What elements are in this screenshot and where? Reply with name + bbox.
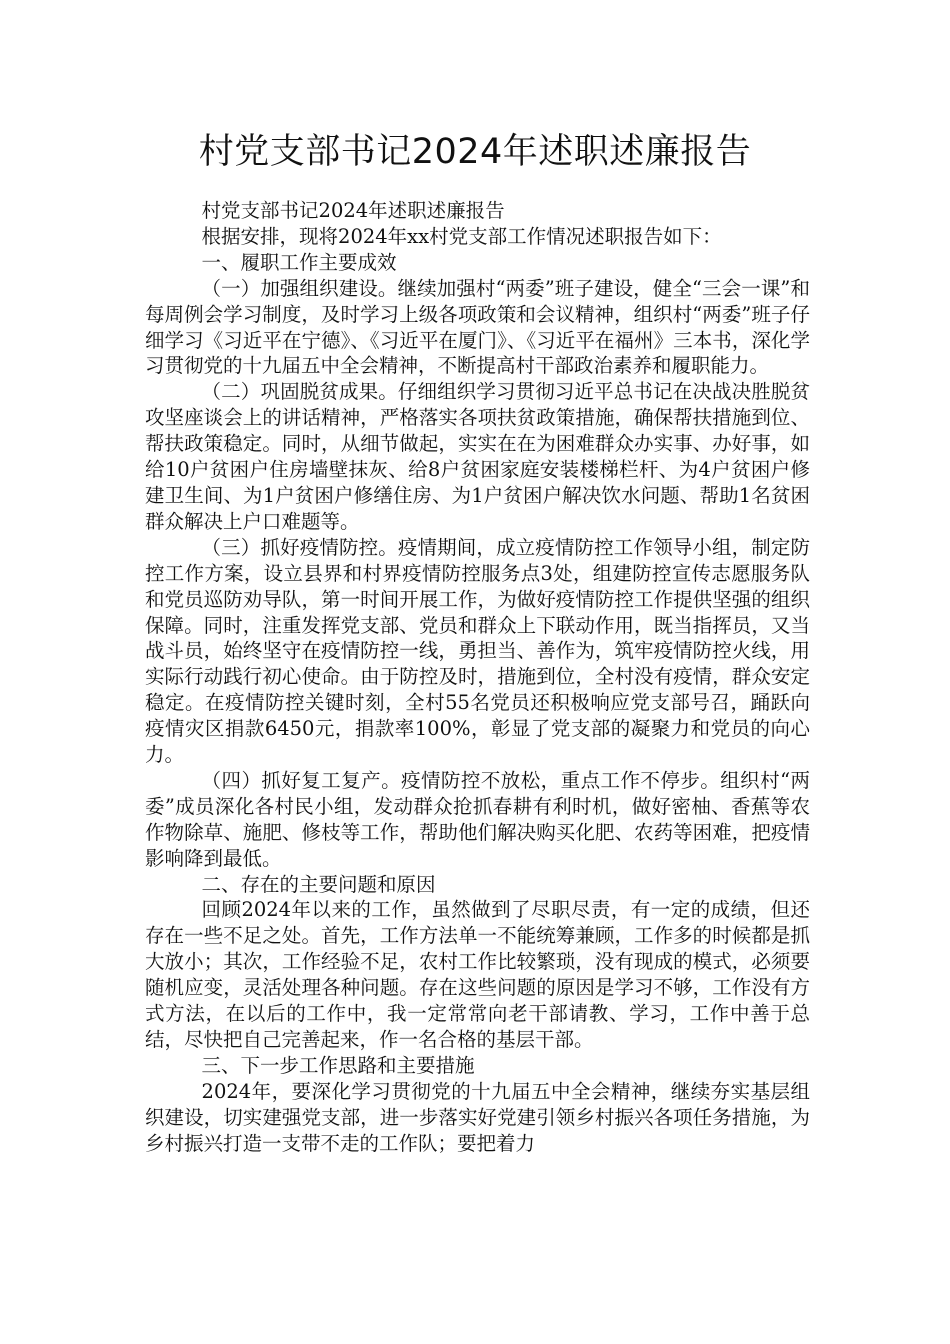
- document-title: 村党支部书记2024年述职述廉报告: [198, 132, 752, 172]
- paragraph-resumption: （四）抓好复工复产。疫情防控不放松，重点工作不停步。组织村“两委”成员深化各村民小组，发动群众抢抓春耕有利时机，做好密柚、香蕉等农作物除草、施肥、修枝等工作，帮助他们解决购买化肥、农药等困难，把疫情影响降到最低。: [145, 768, 810, 870]
- paragraph-poverty: （二）巩固脱贫成果。仔细组织学习贯彻习近平总书记在决战决胜脱贫攻坚座谈会上的讲话精神，严格落实各项扶贫政策措施，确保帮扶措施到位、帮扶政策稳定。同时，从细节做起，实实在在为困难群众办实事、办好事，如给10户贫困户住房墙壁抹灰、给8户贫困家庭安装楼梯栏杆、为4户贫困户修建卫生间、为1户贫困户修缮住房、为1户贫困户解决饮水问题、帮助1名贫困群众解决上户口难题等。: [145, 380, 810, 533]
- document-body: [145, 198, 810, 1157]
- section-heading-next-steps: 三、下一步工作思路和主要措施: [201, 1053, 475, 1077]
- paragraph-heading-repeat: 村党支部书记2024年述职述廉报告: [201, 199, 505, 222]
- section-heading-problems: 二、存在的主要问题和原因: [201, 872, 436, 896]
- paragraph-next-steps: 2024年，要深化学习贯彻党的十九届五中全会精神，继续夯实基层组织建设，切实建强党支部，进一步落实好党建引领乡村振兴各项任务措施，为乡村振兴打造一支带不走的工作队；要把着力: [145, 1079, 810, 1155]
- paragraph-organization: （一）加强组织建设。继续加强村“两委”班子建设，健全“三会一课”和每周例会学习制度，及时学习上级各项政策和会议精神，组织村“两委”班子仔细学习《习近平在宁德》、《习近平在厦门》、《习近平在福州》三本书，深化学习贯彻党的十九届五中全会精神，不断提高村干部政治素养和履职能力。: [145, 276, 810, 378]
- section-heading-achievements: 一、履职工作主要成效: [201, 250, 397, 274]
- paragraph-epidemic: （三）抓好疫情防控。疫情期间，成立疫情防控工作领导小组，制定防控工作方案，设立县界和村界疫情防控服务点3处，组建防控宣传志愿服务队和党员巡防劝导队，第一时间开展工作，为做好疫情防控工作提供坚强的组织保障。同时，注重发挥党支部、党员和群众上下联动作用，既当指挥员，又当战斗员，始终坚守在疫情防控一线，勇担当、善作为，筑牢疫情防控火线，用实际行动践行初心使命。由于防控及时，措施到位，全村没有疫情，群众安定稳定。在疫情防控关键时刻，全村55名党员还积极响应党支部号召，踊跃向疫情灾区捐款6450元，捐款率100%，彰显了党支部的凝聚力和党员的向心力。: [145, 535, 810, 767]
- paragraph-intro: 根据安排，现将2024年xx村党支部工作情况述职报告如下：: [201, 224, 722, 248]
- paragraph-problems: 回顾2024年以来的工作，虽然做到了尽职尽责，有一定的成绩，但还存在一些不足之处。首先，工作方法单一不能统筹兼顾，工作多的时候都是抓大放小；其次，工作经验不足，农村工作比较繁琐，没有现成的模式，必须要随机应变，灵活处理各种问题。存在这些问题的原因是学习不够，工作没有方式方法，在以后的工作中，我一定常常向老干部请教、学习，工作中善于总结，尽快把自己完善起来，作一名合格的基层干部。: [145, 898, 810, 1051]
